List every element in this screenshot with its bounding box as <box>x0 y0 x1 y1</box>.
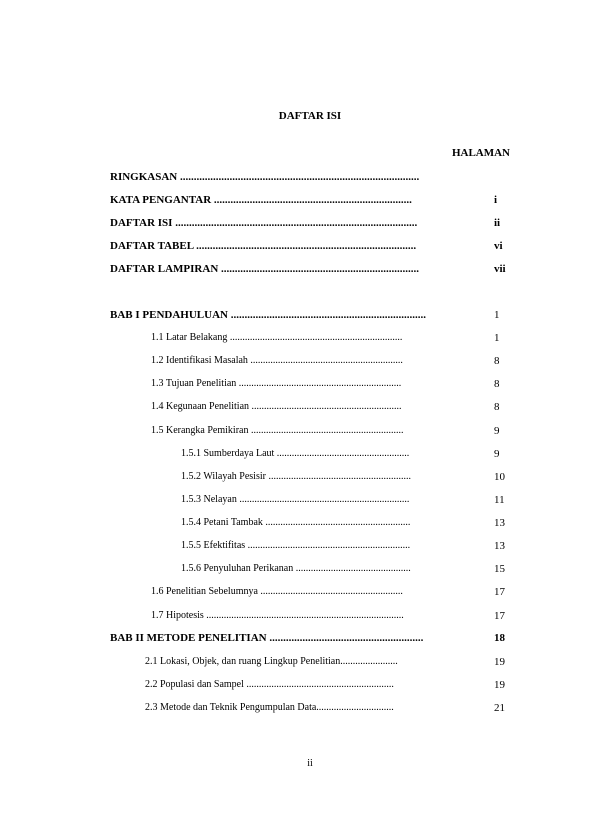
toc-entry-1-6[interactable]: 1.6 Penelitian Sebelumnya ......................................................... <box>151 586 403 597</box>
toc-page-daftar-lampiran: vii <box>494 263 506 275</box>
toc-page-1-4: 8 <box>494 401 500 413</box>
toc-entry-2-1[interactable]: 2.1 Lokasi, Objek, dan ruang Lingkup Penelitian....................... <box>145 656 398 667</box>
toc-entry-1-5-6[interactable]: 1.5.6 Penyuluhan Perikanan .............................................. <box>181 563 411 574</box>
toc-entry-2-2[interactable]: 2.2 Populasi dan Sampel ........................................................... <box>145 679 394 690</box>
toc-entry-kata-pengantar[interactable]: KATA PENGANTAR ........................................................................ <box>110 194 412 206</box>
toc-entry-ringkasan[interactable]: RINGKASAN ....................................................................................... <box>110 171 420 183</box>
toc-entry-bab-2[interactable]: BAB II METODE PENELITIAN ........................................................ <box>110 632 424 644</box>
toc-entry-daftar-lampiran[interactable]: DAFTAR LAMPIRAN ........................................................................ <box>110 263 420 275</box>
toc-entry-1-3[interactable]: 1.3 Tujuan Penelitian ................................................................. <box>151 378 402 389</box>
toc-page-2-2: 19 <box>494 679 505 691</box>
toc-page-bab-1: 1 <box>494 309 500 321</box>
toc-page-1-5-5: 13 <box>494 540 505 552</box>
toc-page-2-1: 19 <box>494 656 505 668</box>
toc-entry-1-1[interactable]: 1.1 Latar Belakang ..................................................................... <box>151 332 403 343</box>
toc-page-1-5-3: 11 <box>494 494 505 506</box>
toc-page-1-5-1: 9 <box>494 448 500 460</box>
toc-page-bab-2: 18 <box>494 632 505 644</box>
toc-entry-1-5[interactable]: 1.5 Kerangka Pemikiran ............................................................. <box>151 425 404 436</box>
toc-page-1-7: 17 <box>494 610 505 622</box>
toc-page-1-5: 9 <box>494 425 500 437</box>
toc-entry-daftar-tabel[interactable]: DAFTAR TABEL ................................................................................ <box>110 240 417 252</box>
toc-page-1-5-2: 10 <box>494 471 505 483</box>
toc-entry-bab-1[interactable]: BAB I PENDAHULUAN ....................................................................... <box>110 309 426 321</box>
page-number-footer: ii <box>307 758 313 769</box>
toc-page-daftar-tabel: vi <box>494 240 503 252</box>
toc-entry-2-3[interactable]: 2.3 Metode dan Teknik Pengumpulan Data............................... <box>145 702 394 713</box>
toc-page-2-3: 21 <box>494 702 505 714</box>
toc-page-1-3: 8 <box>494 378 500 390</box>
toc-page-1-6: 17 <box>494 586 505 598</box>
toc-entry-1-7[interactable]: 1.7 Hipotesis ............................................................................... <box>151 610 404 621</box>
toc-page-kata-pengantar: i <box>494 194 498 206</box>
toc-page-1-5-4: 13 <box>494 517 505 529</box>
toc-entry-1-4[interactable]: 1.4 Kegunaan Penelitian ............................................................ <box>151 401 402 412</box>
toc-entry-1-5-2[interactable]: 1.5.2 Wilayah Pesisir ......................................................... <box>181 471 411 482</box>
toc-entry-daftar-isi[interactable]: DAFTAR ISI ........................................................................................ <box>110 217 418 229</box>
toc-entry-1-5-4[interactable]: 1.5.4 Petani Tambak .......................................................... <box>181 517 411 528</box>
toc-page-daftar-isi: ii <box>494 217 501 229</box>
page-title: DAFTAR ISI <box>278 110 342 122</box>
toc-entry-1-5-3[interactable]: 1.5.3 Nelayan .................................................................... <box>181 494 410 505</box>
toc-page-1-5-6: 15 <box>494 563 505 575</box>
toc-entry-1-2[interactable]: 1.2 Identifikasi Masalah ............................................................. <box>151 355 403 366</box>
toc-page-1-2: 8 <box>494 355 500 367</box>
toc-entry-1-5-5[interactable]: 1.5.5 Efektifitas ................................................................. <box>181 540 411 551</box>
page-column-header: HALAMAN <box>451 147 510 159</box>
toc-page-1-1: 1 <box>494 332 500 344</box>
toc-entry-1-5-1[interactable]: 1.5.1 Sumberdaya Laut ..................................................... <box>181 448 410 459</box>
